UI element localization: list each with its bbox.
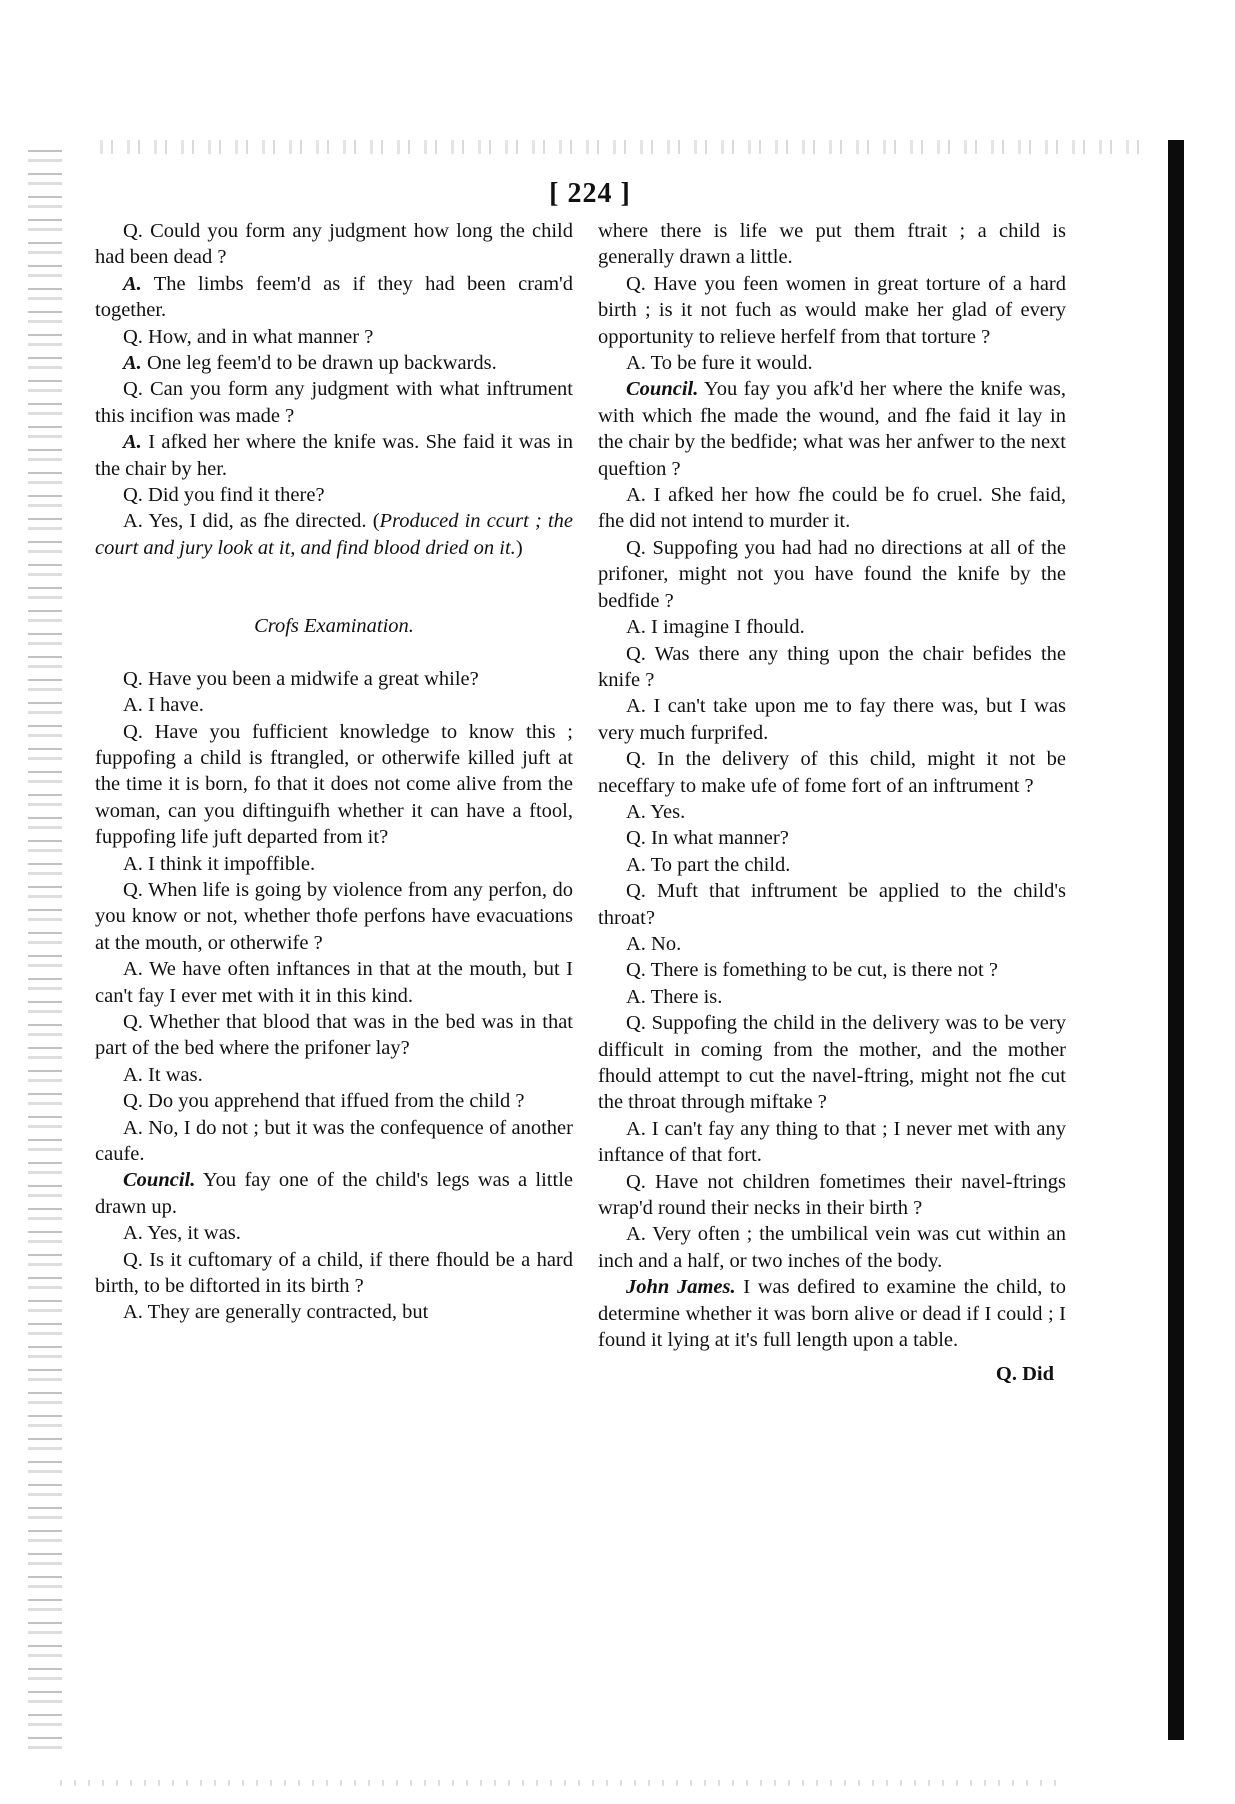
text-run: A. I think it impoffible.: [123, 852, 316, 875]
text-run: A. I imagine I fhould.: [626, 616, 805, 639]
paragraph: [598, 1221, 1066, 1274]
text-run: Q. Suppofing you had had no directions at all of the prifoner, might not you have found the knife by the bedfide ?: [598, 536, 1066, 612]
text-run: A. Yes, I did, as fhe directed. (: [123, 510, 380, 533]
speaker-label: John James.: [626, 1276, 736, 1299]
paragraph: [95, 851, 573, 877]
paragraph: [598, 614, 1066, 640]
paragraph: [95, 324, 573, 350]
text-run: One leg feem'd to be drawn up backwards.: [141, 352, 497, 375]
speaker-label: Council.: [626, 378, 699, 401]
paragraph: [598, 931, 1066, 957]
paragraph: [598, 799, 1066, 825]
paragraph: [598, 641, 1066, 694]
speaker-label: A.: [123, 431, 142, 454]
paragraph: [95, 666, 573, 692]
text-run: Produced in ccurt ; the court and jury look at it, and find blood dried on it.: [95, 510, 573, 559]
speaker-label: A.: [123, 352, 142, 375]
paragraph: [95, 508, 573, 561]
text-run: Q. Was there any thing upon the chair befides the knife ?: [598, 642, 1066, 691]
text-run: A. Yes, it was.: [123, 1222, 241, 1245]
text-run: You fay one of the child's legs was a little drawn up.: [95, 1169, 573, 1218]
binding-edge-bar: [1168, 140, 1184, 1740]
text-run: A. I can't fay any thing to that ; I never met with any inftance of that fort.: [598, 1117, 1066, 1167]
text-run: Q. Whether that blood that was in the bed was in that part of the bed where the prifoner lay?: [95, 1010, 573, 1060]
scan-noise-bottom: [60, 1780, 1060, 1786]
paragraph: [95, 429, 573, 482]
paragraph: [95, 719, 573, 851]
paragraph: [95, 1247, 573, 1300]
text-run: Q. How, and in what manner ?: [123, 325, 374, 348]
paragraph: [598, 1010, 1066, 1116]
paragraph: [95, 1062, 573, 1088]
paragraph: [95, 218, 573, 271]
section-heading: [95, 613, 573, 639]
text-run: Q. Have not children fometimes their navel-ftrings wrap'd round their necks in their birth ?: [598, 1170, 1066, 1220]
paragraph: [598, 693, 1066, 746]
text-run: Q. Suppofing the child in the delivery was to be very difficult in coming from the mother, and the mother fhould attempt to cut the navel-ftring, might not fhe cut the throat through miftake ?: [598, 1012, 1066, 1114]
text-run: I was defired to examine the child, to determine whether it was born alive or dead if I could ; I found it lying at it's full length upon a table.: [598, 1276, 1066, 1352]
paragraph: [95, 1167, 573, 1220]
left-column: [95, 218, 573, 1326]
scan-noise-left: [28, 150, 62, 1750]
paragraph: [598, 1169, 1066, 1222]
text-run: A. They are generally contracted, but: [123, 1301, 429, 1324]
text-run: Q. Have you feen women in great torture of a hard birth ; is it not fuch as would make her glad of every opportunity to relieve herfelf from that torture ?: [598, 272, 1066, 348]
text-run: Crofs Examination.: [254, 615, 414, 638]
paragraph: [598, 1274, 1066, 1353]
text-run: A. I have.: [123, 694, 204, 717]
text-run: The limbs feem'd as if they had been cram'd together.: [95, 272, 573, 322]
speaker-label: Council.: [123, 1169, 196, 1192]
paragraph: [598, 957, 1066, 983]
paragraph: [95, 692, 573, 718]
text-run: ): [515, 536, 523, 559]
text-run: A. No.: [626, 932, 682, 955]
text-run: Q. In the delivery of this child, might it not be neceffary to make ufe of fome fort of an inftrument ?: [598, 748, 1066, 797]
page-number: [ 224 ]: [549, 178, 631, 209]
paragraph: [598, 482, 1066, 535]
paragraph: [95, 877, 573, 956]
text-run: A. Very often ; the umbilical vein was cut within an inch and a half, or two inches of the body.: [598, 1223, 1066, 1272]
paragraph: [95, 1088, 573, 1114]
paragraph: [598, 825, 1066, 851]
text-run: You fay you afk'd her where the knife was, with which fhe made the wound, and fhe faid it lay in the chair by the bedfide; what was her anfwer to the next queftion ?: [598, 378, 1066, 480]
text-run: I afked her where the knife was. She faid it was in the chair by her.: [95, 431, 573, 480]
text-run: Q. Did you find it there?: [123, 484, 325, 507]
paragraph: [95, 1009, 573, 1062]
paragraph: [95, 376, 573, 429]
text-run: Q. When life is going by violence from any perfon, do you know or not, whether thofe perfons have evacuations at the mouth, or otherwife ?: [95, 878, 573, 954]
text-run: A. Yes.: [626, 800, 686, 823]
text-run: A. There is.: [626, 985, 723, 1008]
paragraph: [598, 852, 1066, 878]
paragraph: [598, 984, 1066, 1010]
speaker-label: A.: [123, 272, 142, 295]
text-run: A. To part the child.: [626, 853, 791, 876]
text-run: Q. There is fomething to be cut, is there not ?: [626, 959, 998, 982]
text-run: Q. Do you apprehend that iffued from the child ?: [123, 1090, 525, 1113]
text-run: A. No, I do not ; but it was the confequence of another caufe.: [95, 1116, 573, 1165]
text-run: Q. Did: [995, 1363, 1054, 1386]
paragraph: [598, 1116, 1066, 1169]
paragraph: [598, 271, 1066, 350]
scan-noise-top: [100, 140, 1140, 154]
paragraph: [598, 350, 1066, 376]
text-run: Q. Have you been a midwife a great while?: [123, 667, 479, 690]
text-run: Q. Can you form any judgment with what inftrument this incifion was made ?: [95, 378, 573, 427]
text-run: Q. Have you fufficient knowledge to know this ; fuppofing a child is ftrangled, or otherwife killed juft at the time it is born, fo that it does not come alive from the woman, can you diftinguifh whether it can have a ftool, fuppofing life juft departed from it?: [95, 720, 573, 849]
text-run: where there is life we put them ftrait ; a child is generally drawn a little.: [598, 220, 1066, 269]
paragraph: [598, 376, 1066, 482]
right-column: [598, 218, 1066, 1388]
text-run: Q. Muft that inftrument be applied to the child's throat?: [598, 880, 1066, 929]
paragraph: [95, 271, 573, 324]
text-run: Q. In what manner?: [626, 827, 789, 850]
paragraph: [598, 746, 1066, 799]
paragraph: [95, 1115, 573, 1168]
catchword: [598, 1361, 1066, 1387]
paragraph: [598, 878, 1066, 931]
paragraph: [598, 218, 1066, 271]
text-run: Q. Could you form any judgment how long the child had been dead ?: [95, 220, 573, 269]
text-run: A. To be fure it would.: [626, 352, 813, 375]
paragraph: [95, 350, 573, 376]
text-run: A. We have often inftances in that at the mouth, but I can't fay I ever met with it in this kind.: [95, 958, 573, 1007]
text-run: A. I can't take upon me to fay there was, but I was very much furprifed.: [598, 695, 1066, 744]
text-run: Q. Is it cuftomary of a child, if there fhould be a hard birth, to be diftorted in its birth ?: [95, 1248, 573, 1298]
paragraph: [95, 1299, 573, 1325]
text-run: A. I afked her how fhe could be fo cruel. She faid, fhe did not intend to murder it.: [598, 484, 1066, 533]
text-run: A. It was.: [123, 1063, 203, 1086]
paragraph: [95, 482, 573, 508]
paragraph: [95, 956, 573, 1009]
paragraph: [598, 535, 1066, 614]
paragraph: [95, 1220, 573, 1246]
